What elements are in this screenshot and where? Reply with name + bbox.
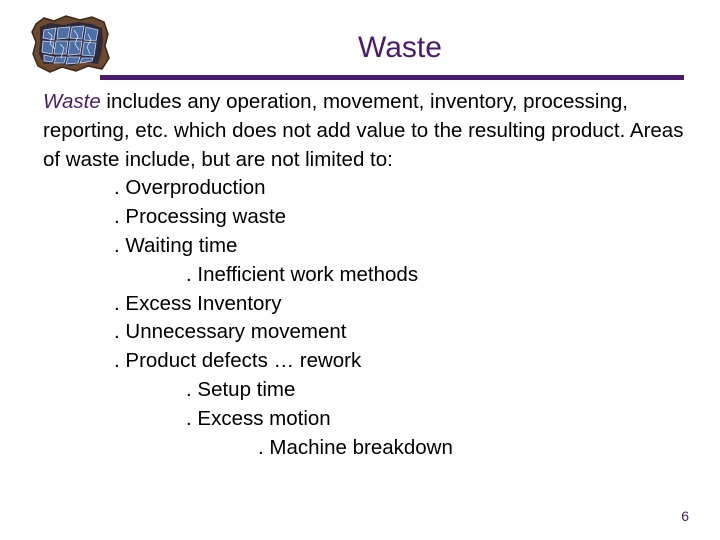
bullet-marker: . xyxy=(114,349,126,373)
page-number: 6 xyxy=(681,508,689,524)
bullet-marker: . xyxy=(114,176,126,200)
waste-list xyxy=(43,174,693,462)
slide-body xyxy=(43,88,693,462)
list-item-label: Inefficient work methods xyxy=(197,262,419,286)
bullet-marker: . xyxy=(186,262,198,286)
bullet-marker: . xyxy=(114,205,126,229)
list-item-label: Machine breakdown xyxy=(269,435,453,459)
list-item-excess-motion xyxy=(43,405,693,434)
bullet-marker: . xyxy=(114,233,126,257)
list-item-label: Setup time xyxy=(197,377,296,401)
intro-term: Waste xyxy=(43,90,101,113)
title-divider xyxy=(100,75,684,80)
slide-title: Waste xyxy=(358,31,442,64)
list-item-label: Excess Inventory xyxy=(125,291,282,315)
intro-paragraph xyxy=(43,88,693,174)
cracked-wall-logo-icon xyxy=(30,14,110,74)
list-item-unnecessary-movement xyxy=(43,318,693,347)
list-item-waiting-time xyxy=(43,232,693,261)
list-item-machine-breakdown xyxy=(43,434,693,463)
list-item-label: Excess motion xyxy=(197,406,331,430)
list-item-label: Waiting time xyxy=(125,233,238,257)
bullet-marker: . xyxy=(258,435,270,459)
bullet-marker: . xyxy=(186,406,198,430)
list-item-setup-time xyxy=(43,376,693,405)
list-item-processing-waste xyxy=(43,203,693,232)
bullet-marker: . xyxy=(114,320,126,344)
list-item-label: Unnecessary movement xyxy=(125,320,347,344)
list-item-label: Product defects … rework xyxy=(125,349,362,373)
bullet-marker: . xyxy=(186,377,198,401)
list-item-product-defects xyxy=(43,347,693,376)
list-item-overproduction xyxy=(43,174,693,203)
intro-text: includes any operation, movement, inventory, processing, reporting, etc. which does not add value to the resulting product. Areas of waste include, but are not limited to: xyxy=(43,90,684,171)
list-item-label: Processing waste xyxy=(125,205,287,229)
list-item-inefficient-work-methods xyxy=(43,261,693,290)
bullet-marker: . xyxy=(114,291,126,315)
list-item-excess-inventory xyxy=(43,290,693,319)
list-item-label: Overproduction xyxy=(125,176,266,200)
